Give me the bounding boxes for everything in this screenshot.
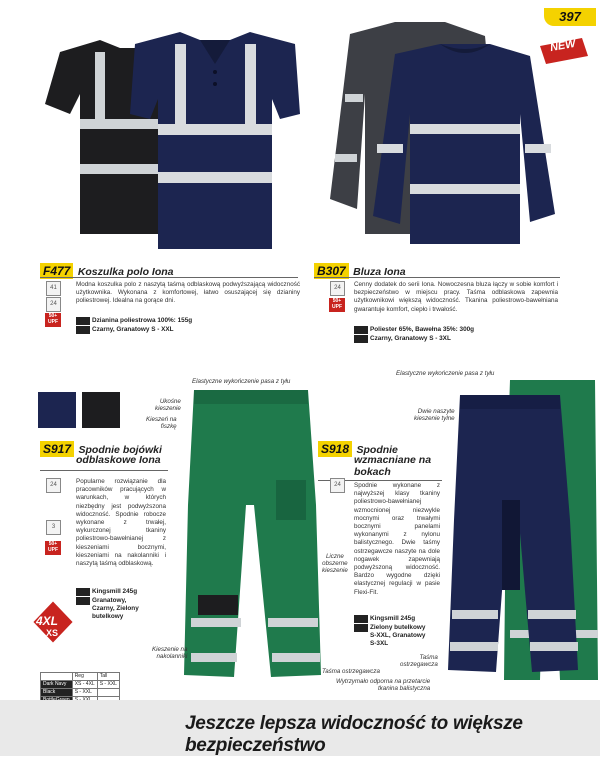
polo-shirts-image <box>40 24 300 254</box>
callout-waist: Elastyczne wykończenie pasa z tyłu <box>192 378 291 385</box>
fabric-icon <box>354 615 368 623</box>
swatch-navy <box>38 392 76 428</box>
size-table: Reg Tall Dark Navy XS - 4XL S - XXL Black S - XXL <box>40 672 120 705</box>
table-row: Dark Navy XS - 4XL S - XXL <box>41 681 120 689</box>
product-description: Cenny dodatek do serii Iona. Nowoczesna bluza łączy w sobie komfort i bezpieczeństwo w miejscu pracy. Taśma odblaskowa zapewnia użytkownikowi większą widoczność. Tkanina poliestrowo-bawełniana gwarantuje komfort, ciepło i trwałość. <box>354 281 558 313</box>
fabric-info: Kingsmill 245g <box>370 615 416 622</box>
callout-back-pockets: Dwie naszyte kieszenie tylne <box>414 408 455 422</box>
footer-tagline: Jeszcze lepsza widoczność to większe bezpieczeństwo <box>185 713 523 756</box>
callout-many-pockets: Liczne obszerne kieszenie <box>322 553 348 574</box>
fabric-icon <box>76 588 90 596</box>
green-trousers-image <box>176 385 326 685</box>
callout-knife-pocket: Kieszeń na fiszkę <box>146 416 177 430</box>
product-description: Popularne rozwiązanie dla pracowników pracujących w warunkach, w których niezbędny jest podwyższona widoczność. Spodnie robocze wykonane z trwałej, wykurczonej tkaniny poliestrowo-bawełnianej z kieszeniami bocznymi, kieszeniami na nakolanniki i naszytą taśmą odblaskową. <box>76 478 166 568</box>
product-name-line2: wzmacniane na <box>354 454 432 466</box>
swatch-black <box>82 392 120 428</box>
product-code: B307 <box>314 263 349 279</box>
divider <box>40 470 168 471</box>
fabric-info: Poliester 65%, Bawełna 35%: 300g <box>370 326 475 333</box>
divider <box>314 277 560 278</box>
callout-warning-tape: Taśma ostrzegawcza <box>322 668 380 675</box>
callout-warning-tape-2: Taśma ostrzegawcza <box>400 654 438 668</box>
callout-hidden-pockets: Ukośne kieszenie <box>155 398 181 412</box>
colors-icon <box>354 335 368 343</box>
product-name-line1: Spodnie <box>356 444 398 456</box>
hours-icon: 24 <box>46 478 61 493</box>
standard-icon: 41 <box>46 281 61 296</box>
sweatshirts-image <box>325 14 560 254</box>
hours-icon: 24 <box>330 478 345 493</box>
new-badge-label: NEW <box>549 37 577 55</box>
colors-info: Granatowy, Czarny, Zielony butelkowy <box>92 597 139 620</box>
product-name: Koszulka polo Iona <box>77 266 174 278</box>
product-name-line1: Spodnie bojówki <box>78 444 162 456</box>
product-description: Modna koszulka polo z naszytą taśmą odblaskową podwyższającą widoczność użytkownika. Wykonana z komfortowej, łatwo osuszającej się dzianiny poliestrowej. Idealna na gorące dni. <box>76 281 300 305</box>
product-description: Spodnie wykonane z najwyższej klasy tkaniny poliestrowo-bawełnianej wzmocnionej niezwykle mocnymi oraz trwałymi bocznymi panelami wykonanymi z nylonu balistycznego. Dwie taśmy ostrzegawcze naszyte na dole nogawek zapewniają podwyższoną widoczność. Bardzo wygodne dzięki elastycznej regulacji w pasie Flexi-Fit. <box>354 482 440 596</box>
fabric-icon <box>76 317 90 325</box>
divider <box>40 277 298 278</box>
colors-info: Czarny, Granatowy S - 3XL <box>370 335 451 342</box>
product-name-line3: bokach <box>354 466 391 478</box>
size-badge-4xl: 4XL <box>36 614 59 628</box>
product-code: F477 <box>40 263 73 279</box>
product-code: S917 <box>40 441 74 457</box>
hours-icon: 24 <box>46 297 61 312</box>
colors-info: Czarny, Granatowy S - XXL <box>92 326 174 333</box>
colors-info: Zielony butelkowy S-XXL, Granatowy S-3XL <box>370 624 426 647</box>
callout-ballistic: Wytrzymało odporna na przetarcie tkanina balistyczna <box>336 678 431 692</box>
callout-waist-2: Elastyczne wykończenie pasa z tyłu <box>396 370 495 377</box>
fabric-info: Dzianina poliestrowa 100%: 155g <box>92 317 193 324</box>
product-name: Bluza Iona <box>353 266 406 278</box>
colors-icon <box>76 326 90 334</box>
colors-icon <box>354 624 368 632</box>
upf-icon: 50+ UPF <box>45 313 61 327</box>
product-code: S918 <box>318 441 352 457</box>
table-row: Black S - XXL <box>41 689 120 697</box>
size-badge-xs: XS <box>46 628 59 638</box>
hours-icon: 24 <box>330 281 345 296</box>
fabric-info: Kingsmill 245g <box>92 588 138 595</box>
fabric-icon <box>354 326 368 334</box>
colors-icon <box>76 597 90 605</box>
product-name-line2: odblaskowe Iona <box>76 454 161 466</box>
upf-icon: 50+ UPF <box>329 298 345 312</box>
callout-knee-pockets: Kieszenie na nakolanniki <box>152 646 188 660</box>
page-number: 397 <box>544 8 596 26</box>
navy-trousers-image <box>440 380 600 700</box>
upf-icon: 50+ UPF <box>45 541 61 555</box>
pockets-icon: 3 <box>46 520 61 535</box>
